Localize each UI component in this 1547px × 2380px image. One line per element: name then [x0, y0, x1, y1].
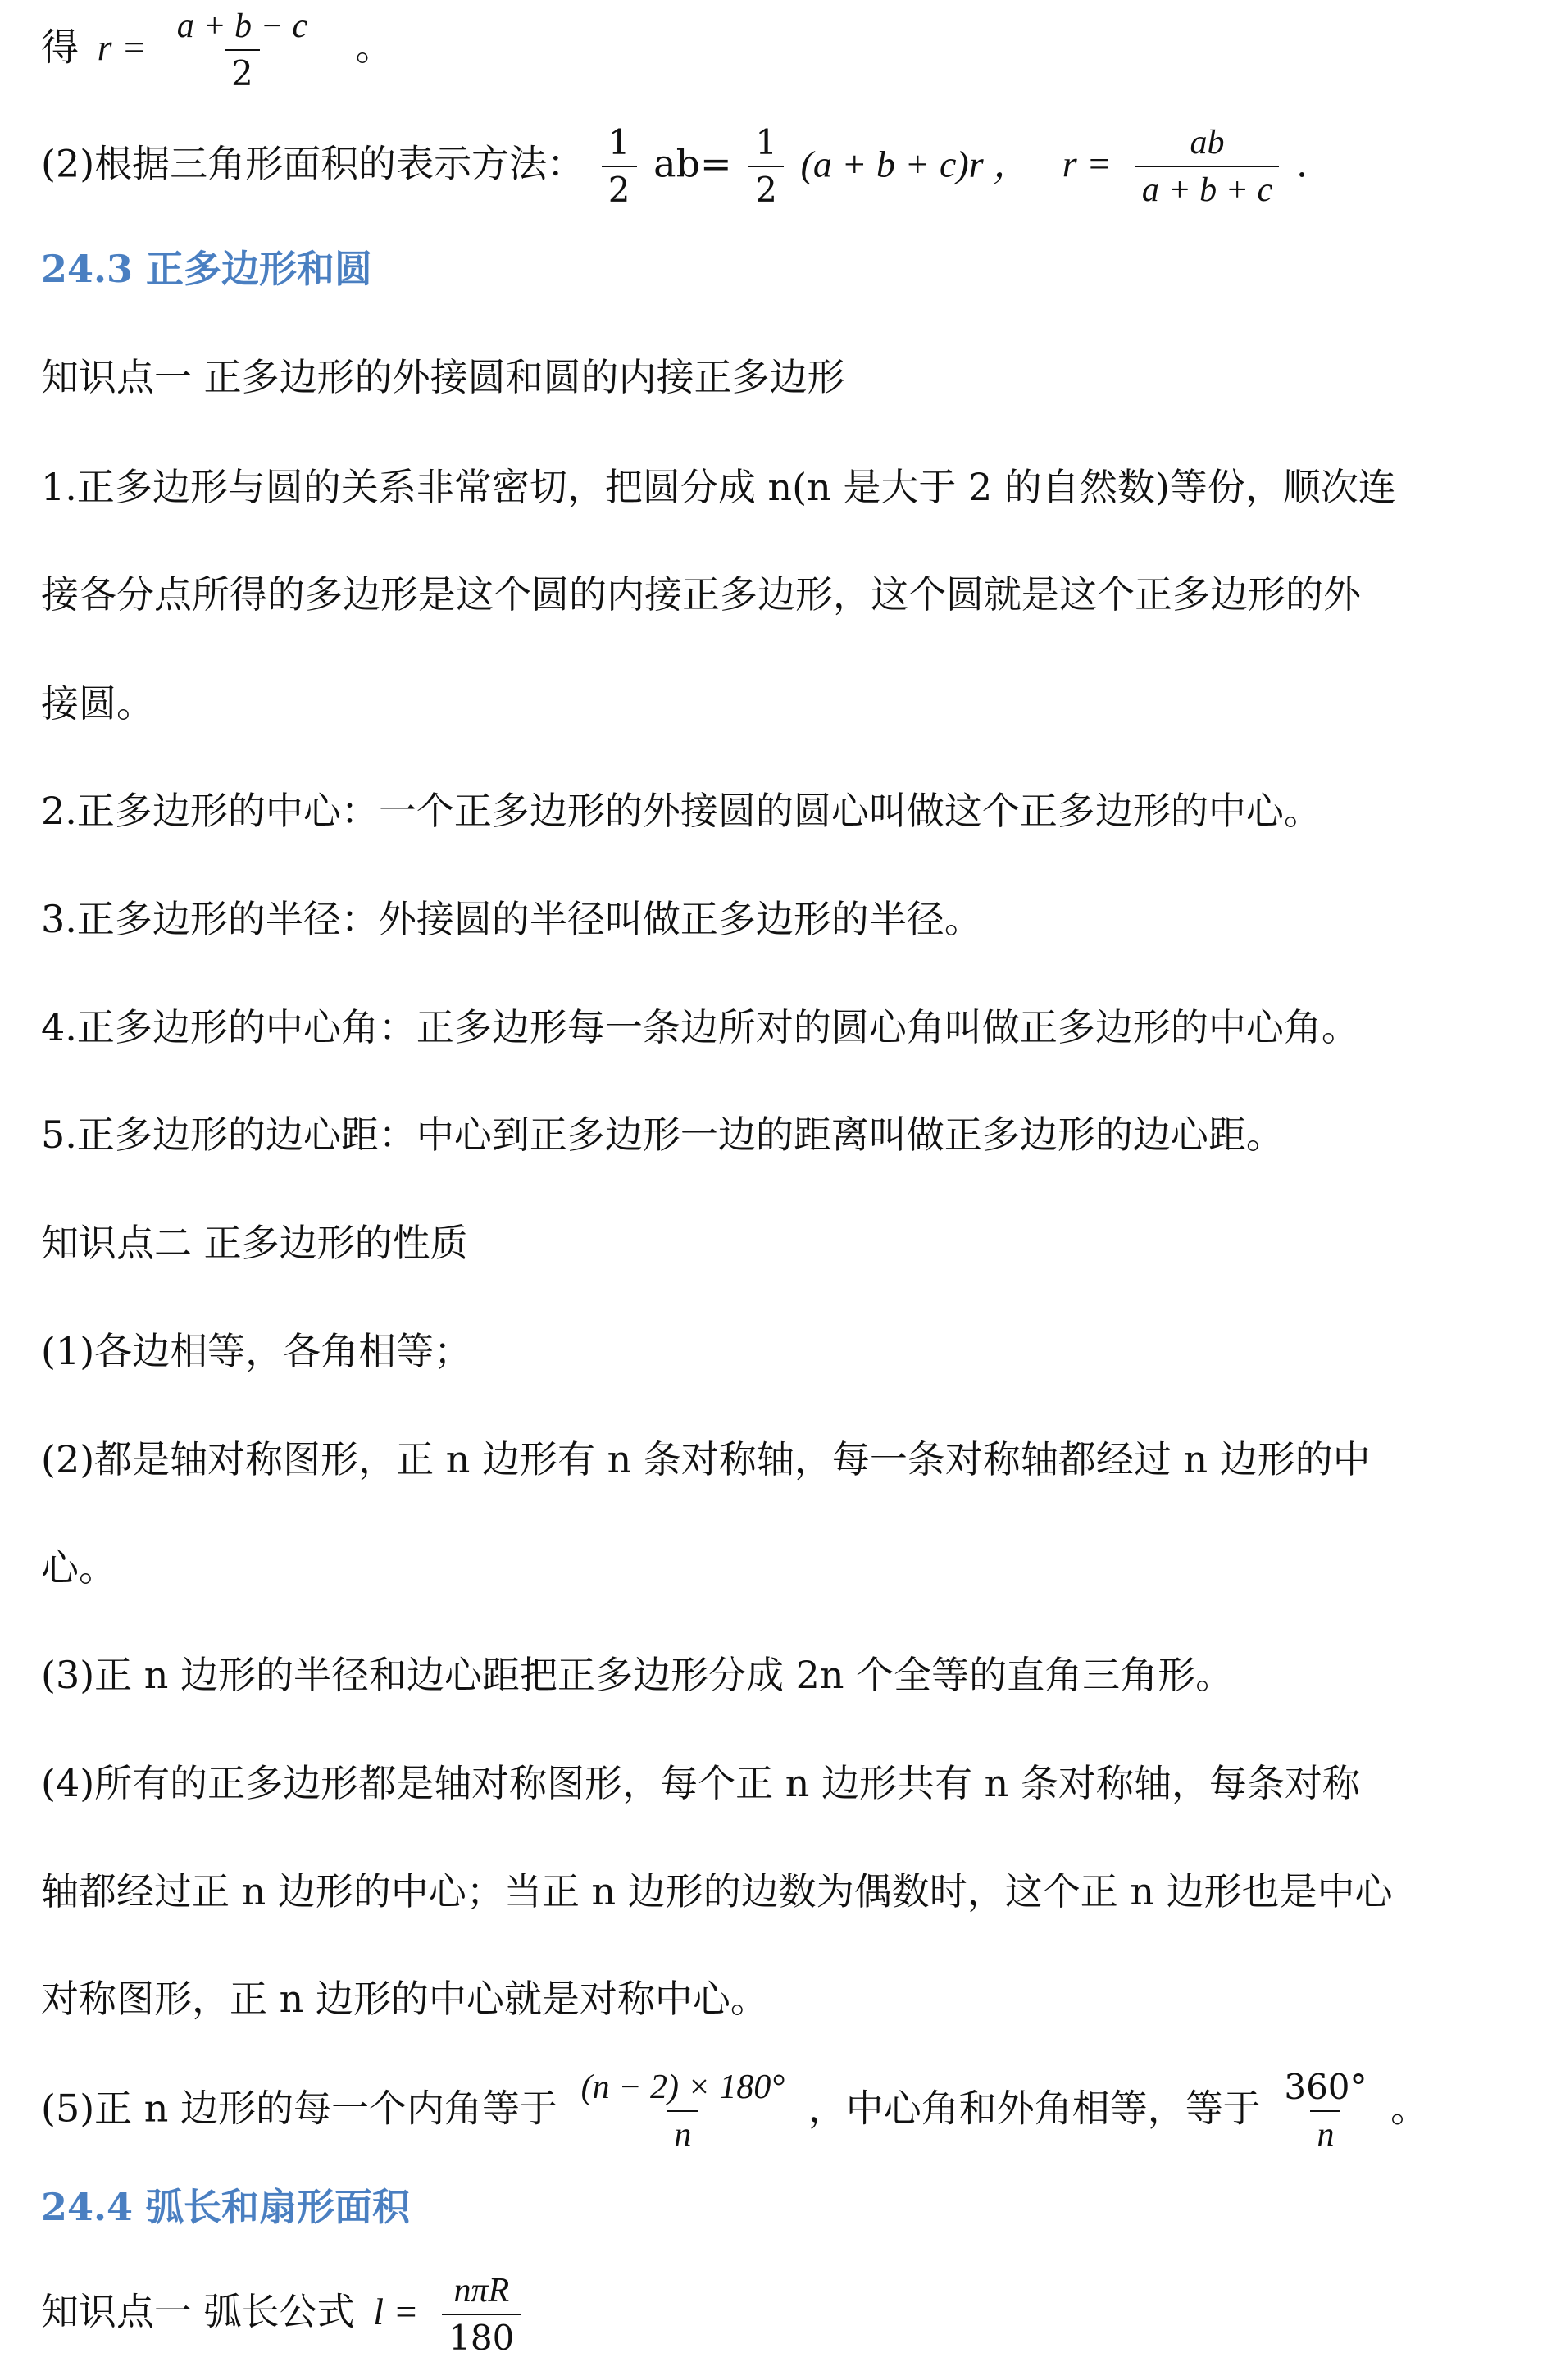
formula-expression: (a + b + c)r ， — [800, 143, 1031, 185]
fraction — [1135, 123, 1279, 211]
fraction-denominator: 2 — [602, 166, 637, 210]
fraction-denominator: 2 — [225, 49, 260, 93]
fraction — [1277, 2068, 1373, 2155]
formula-r-semiperimeter — [41, 7, 1522, 94]
paragraph-line: (4)所有的正多边形都是轴对称图形，每个正 n 边形共有 n 条对称轴，每条对称 — [41, 1761, 1360, 1805]
paragraph-line: 4.正多边形的中心角：正多边形每一条边所对的圆心角叫做正多边形的中心角。 — [41, 1005, 1359, 1049]
paragraph-line: (3)正 n 边形的半径和边心距把正多边形分成 2n 个全等的直角三角形。 — [41, 1653, 1234, 1697]
fraction-denominator: 180 — [442, 2314, 521, 2358]
formula-lhs: r = — [1062, 143, 1112, 185]
fraction-numerator: 1 — [607, 122, 630, 162]
fraction-half — [602, 123, 637, 211]
fraction — [171, 7, 314, 94]
fraction-numerator: (n − 2) × 180° — [580, 2068, 785, 2106]
fraction — [575, 2068, 791, 2155]
knowledge-point-title: 知识点一 弧长公式 — [41, 2289, 355, 2334]
text-middle: ，中心角和外角相等，等于 — [808, 2086, 1261, 2131]
fraction-numerator: nπR — [453, 2272, 510, 2309]
paragraph-line: (1)各边相等，各角相等； — [41, 1329, 472, 1373]
paragraph-line: 3.正多边形的半径：外接圆的半径叫做正多边形的半径。 — [41, 897, 982, 941]
text-end: . — [1295, 141, 1308, 186]
paragraph-line: 接各分点所得的多边形是这个圆的内接正多边形，这个圆就是这个正多边形的外 — [41, 572, 1361, 617]
formula-arc-length — [41, 2271, 1522, 2359]
text-end: 。 — [355, 25, 394, 70]
fraction-denominator: 2 — [748, 166, 784, 210]
paragraph-line: 心。 — [41, 1545, 116, 1590]
formula-area-method — [41, 123, 1522, 211]
section-heading-24-4: 24.4 弧长和扇形面积 — [41, 2185, 411, 2229]
section-heading-24-3: 24.3 正多边形和圆 — [41, 247, 373, 291]
paragraph-line: 5.正多边形的边心距：中心到正多边形一边的距离叫做正多边形的边心距。 — [41, 1113, 1284, 1157]
fraction-denominator: a + b + c — [1135, 166, 1279, 210]
paragraph-line: (2)都是轴对称图形，正 n 边形有 n 条对称轴，每一条对称轴都经过 n 边形的中 — [41, 1437, 1371, 1481]
paragraph-line: 1.正多边形与圆的关系非常密切，把圆分成 n(n 是大于 2 的自然数)等份，顺次连 — [41, 465, 1396, 509]
fraction-numerator: 360° — [1284, 2067, 1367, 2107]
paragraph-line: 轴都经过正 n 边形的中心；当正 n 边形的边数为偶数时，这个正 n 边形也是中心 — [41, 1869, 1393, 1914]
knowledge-point-title: 知识点一 正多边形的外接圆和圆的内接正多边形 — [41, 355, 845, 399]
formula-lhs: r = — [97, 26, 148, 69]
text-prefix: (5)正 n 边形的每一个内角等于 — [41, 2086, 558, 2131]
text-prefix: 得 — [41, 25, 79, 70]
fraction-denominator: n — [667, 2110, 698, 2155]
text-end: 。 — [1390, 2086, 1429, 2131]
fraction-numerator: ab — [1190, 124, 1225, 162]
fraction-half — [748, 123, 784, 211]
paragraph-line: 接圆。 — [41, 681, 154, 726]
formula-interior-angle — [41, 2068, 1522, 2155]
fraction-denominator: n — [1310, 2110, 1340, 2155]
paragraph-line: 2.正多边形的中心：一个正多边形的外接圆的圆心叫做这个正多边形的中心。 — [41, 789, 1322, 833]
fraction-numerator: a + b − c — [176, 7, 308, 45]
formula-lhs: l = — [373, 2291, 419, 2333]
knowledge-point-title: 知识点二 正多边形的性质 — [41, 1221, 468, 1265]
text-prefix: (2)根据三角形面积的表示方法： — [41, 141, 585, 186]
formula-ab: ab= — [653, 141, 732, 186]
fraction — [442, 2271, 521, 2359]
paragraph-line: 对称图形，正 n 边形的中心就是对称中心。 — [41, 1977, 768, 2021]
fraction-numerator: 1 — [755, 122, 777, 162]
